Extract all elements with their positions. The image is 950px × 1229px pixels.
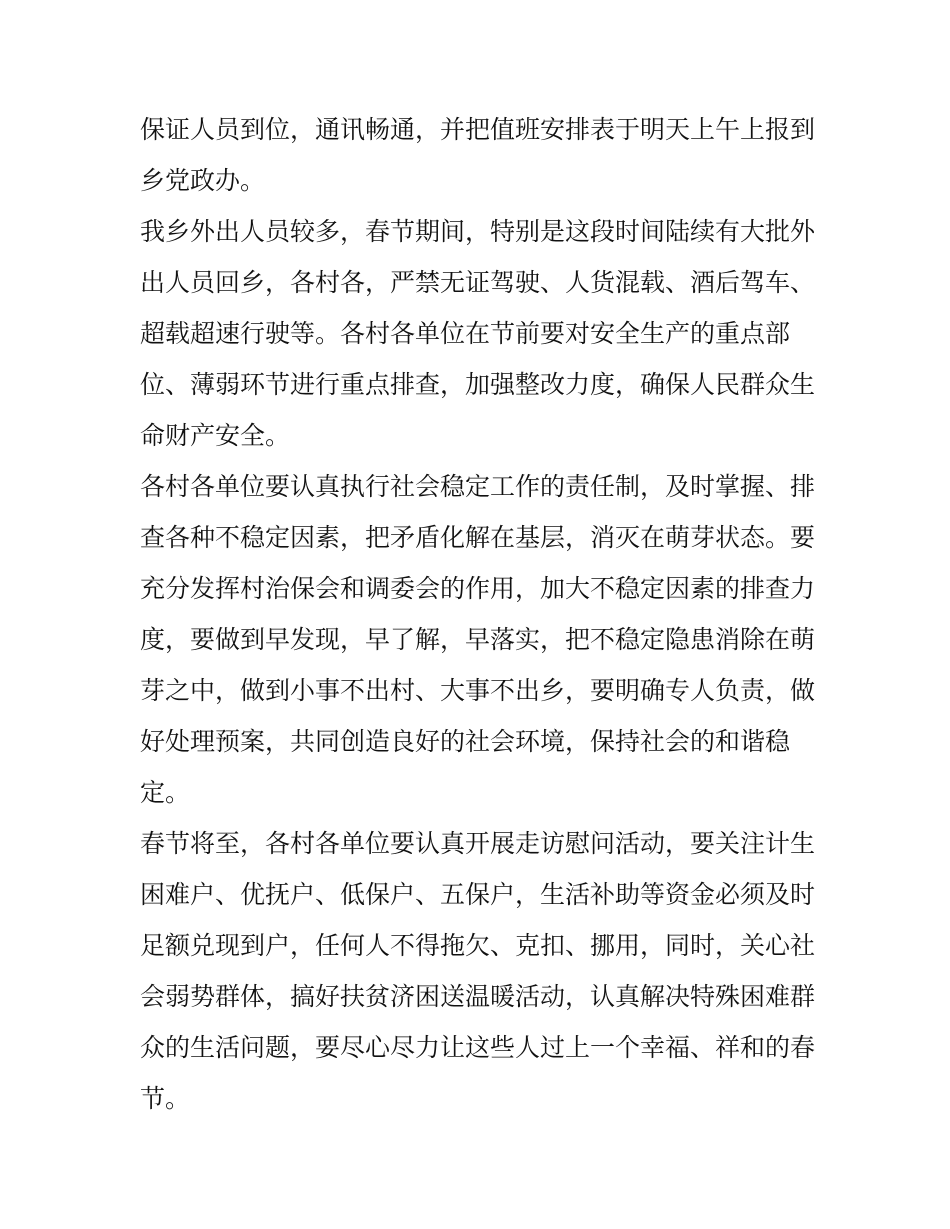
- text-line: 我乡外出人员较多，春节期间，特别是这段时间陆续有大批外: [140, 217, 816, 246]
- text-line: 乡党政办。: [140, 166, 266, 195]
- paragraph: [140, 461, 820, 818]
- text-line: 度，要做到早发现，早了解，早落实，把不稳定隐患消除在萌: [140, 625, 816, 654]
- text-line: 保证人员到位，通讯畅通，并把值班安排表于明天上午上报到: [140, 115, 816, 144]
- text-line: 充分发挥村治保会和调委会的作用，加大不稳定因素的排查力: [140, 574, 816, 603]
- text-line: 超载超速行驶等。各村各单位在节前要对安全生产的重点部: [140, 319, 791, 348]
- text-line: 足额兑现到户，任何人不得拖欠、克扣、挪用，同时，关心社: [140, 931, 816, 960]
- text-line: 困难户、优抚户、低保户、五保户，生活补助等资金必须及时: [140, 880, 816, 909]
- paragraph: [140, 818, 820, 1124]
- paragraph: [140, 104, 820, 206]
- text-line: 各村各单位要认真执行社会稳定工作的责任制，及时掌握、排: [140, 472, 816, 501]
- text-line: 查各种不稳定因素，把矛盾化解在基层，消灭在萌芽状态。要: [140, 523, 816, 552]
- text-line: 众的生活问题，要尽心尽力让这些人过上一个幸福、祥和的春: [140, 1033, 816, 1062]
- text-line: 芽之中，做到小事不出村、大事不出乡，要明确专人负责，做: [140, 676, 816, 705]
- text-line: 定。: [140, 778, 191, 807]
- text-line: 好处理预案，共同创造良好的社会环境，保持社会的和谐稳: [140, 727, 791, 756]
- document-body: [140, 104, 820, 1124]
- text-line: 节。: [140, 1084, 191, 1113]
- paragraph: [140, 206, 820, 461]
- text-line: 命财产安全。: [140, 421, 291, 450]
- text-line: 出人员回乡，各村各，严禁无证驾驶、人货混载、酒后驾车、: [140, 268, 816, 297]
- text-line: 会弱势群体，搞好扶贫济困送温暖活动，认真解决特殊困难群: [140, 982, 816, 1011]
- text-line: 春节将至，各村各单位要认真开展走访慰问活动，要关注计生: [140, 829, 816, 858]
- text-line: 位、薄弱环节进行重点排查，加强整改力度，确保人民群众生: [140, 370, 816, 399]
